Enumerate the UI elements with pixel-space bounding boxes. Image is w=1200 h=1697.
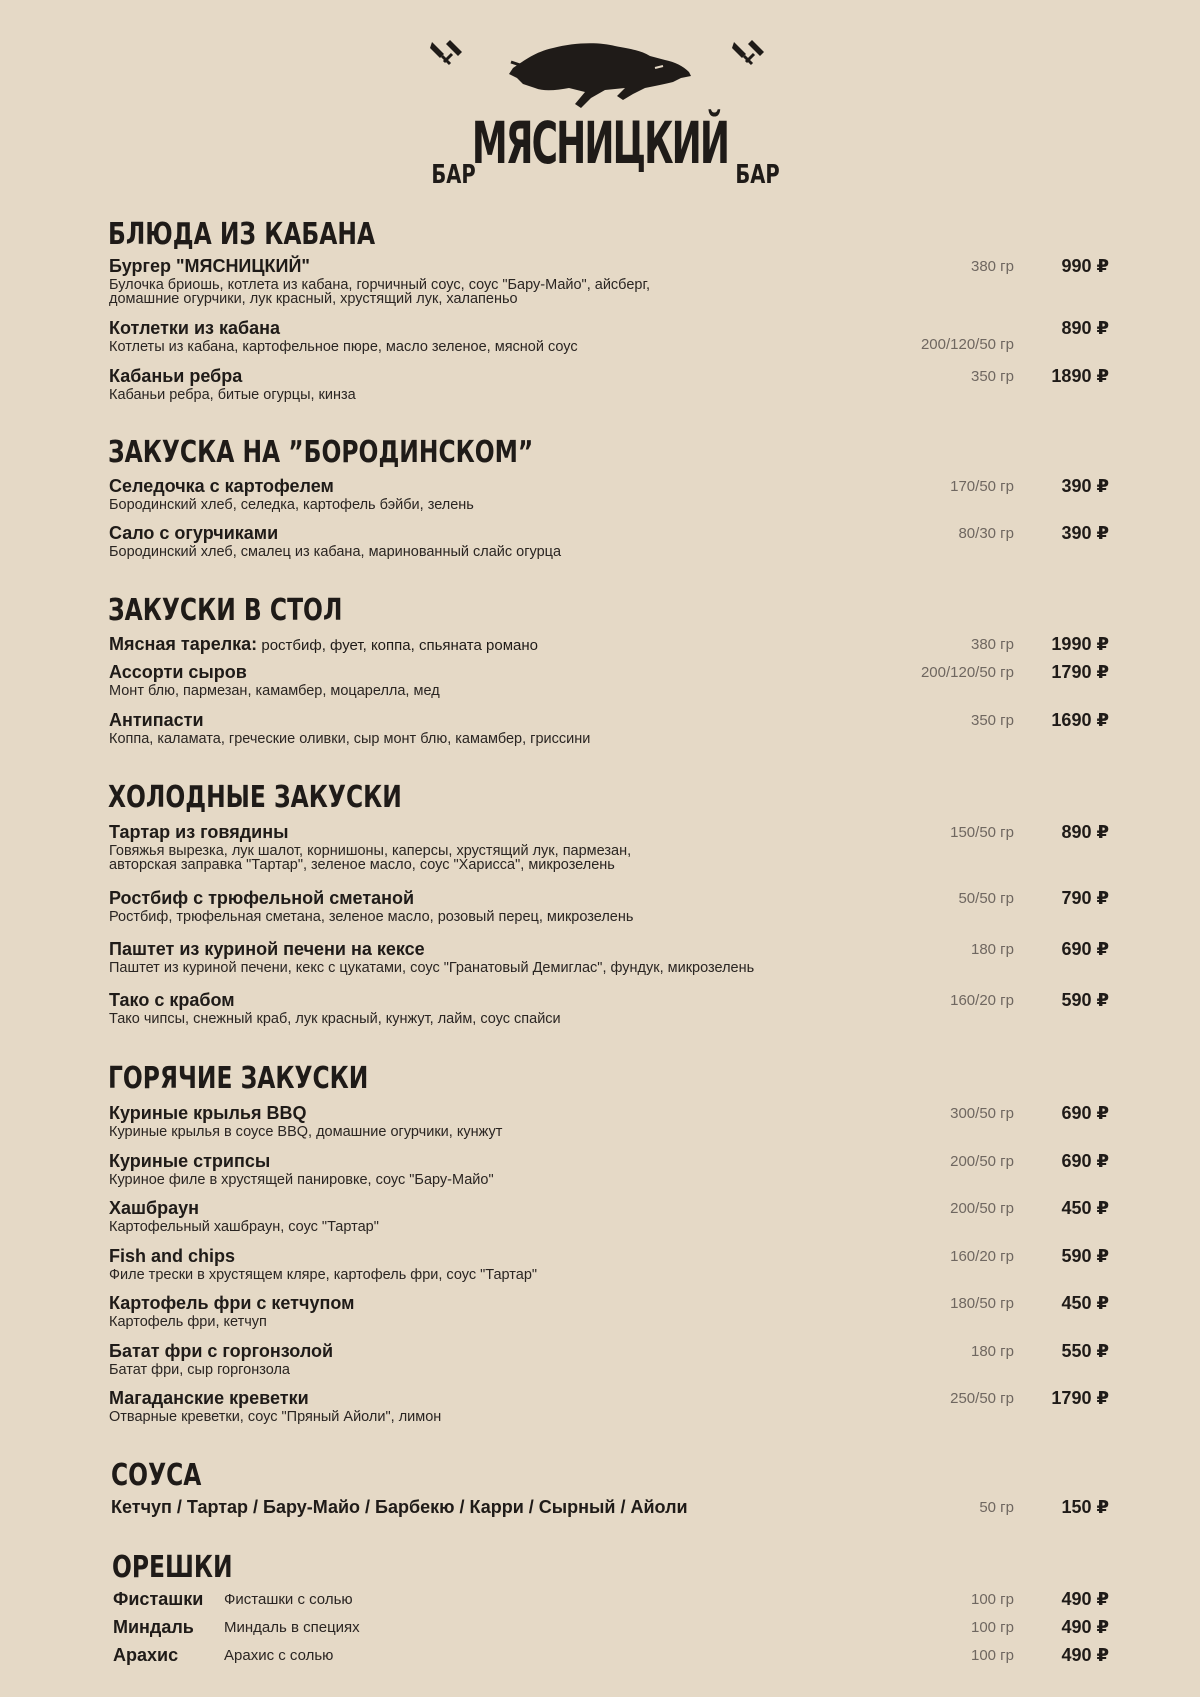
item-weight: 250/50 гр [950,1390,1014,1407]
item-name: Тако с крабом [109,990,235,1010]
item-price: 790 ₽ [1061,888,1109,908]
menu-item [113,1617,1109,1637]
item-desc [109,844,1109,872]
item-desc: Кабаньи ребра, битые огурцы, кинза [109,387,356,403]
item-price: 890 ₽ [1061,318,1109,338]
cleaver-icon [732,38,766,68]
item-desc-line: авторская заправка "Тартар", зеленое масло, соус "Харисса", микрозелень [109,857,615,873]
menu-item [109,256,1109,306]
item-name: Паштет из куриной печени на кексе [109,939,425,959]
menu-item [109,1246,1109,1282]
menu-item [113,1589,1109,1609]
item-weight: 200/50 гр [950,1153,1014,1170]
logo [0,30,1200,190]
item-price: 390 ₽ [1061,523,1109,543]
item-weight: 200/120/50 гр [920,664,1014,681]
item-desc: Ростбиф, трюфельная сметана, зеленое масло, розовый перец, микрозелень [109,909,634,925]
item-price: 590 ₽ [1061,990,1109,1010]
item-price: 1990 ₽ [1051,634,1109,654]
item-desc: Монт блю, пармезан, камамбер, моцарелла, мед [109,683,440,699]
menu-item [109,318,1109,354]
item-desc: Филе трески в хрустящем кляре, картофель фри, соус "Тартар" [109,1267,538,1283]
item-name: Куриные стрипсы [109,1151,271,1171]
item-name: Котлетки из кабана [109,318,281,338]
item-weight: 160/20 гр [950,1248,1014,1265]
item-price: 390 ₽ [1061,476,1109,496]
item-weight: 160/20 гр [950,992,1014,1009]
item-price: 890 ₽ [1061,822,1109,842]
item-price: 690 ₽ [1061,1103,1109,1123]
item-desc: Бородинский хлеб, селедка, картофель бэйби, зелень [109,497,474,513]
item-name: Сало с огурчиками [109,523,279,543]
menu-item [109,1388,1109,1424]
item-desc: Миндаль в специях [224,1619,360,1636]
item-name: Куриные крылья BBQ [109,1103,307,1123]
item-weight: 350 гр [970,368,1014,385]
menu-item [109,476,1109,512]
menu-item [113,1645,1109,1665]
item-weight: 100 гр [970,1647,1014,1664]
item-weight: 180/50 гр [950,1295,1014,1312]
item-desc-line: Булочка бриошь, котлета из кабана, горчичный соус, соус "Бару-Майо", айсберг, [109,277,650,293]
item-name: Фисташки [113,1589,204,1609]
item-name: Ростбиф с трюфельной сметаной [109,888,415,908]
item-price: 590 ₽ [1061,1246,1109,1266]
menu-item [109,710,1109,746]
item-desc: Паштет из куриной печени, кекс с цукатами, соус "Гранатовый Демиглас", фундук, микрозелень [109,960,755,976]
item-weight: 180 гр [970,941,1014,958]
boar-icon [505,38,695,110]
item-desc [109,278,1109,306]
item-desc-line: Говяжья вырезка, лук шалот, корнишоны, каперсы, хрустящий лук, пармезан, [109,843,632,859]
item-price: 490 ₽ [1061,1617,1109,1637]
item-weight: 300/50 гр [950,1105,1014,1122]
menu-item [109,1103,1109,1139]
section-title: ОРЕШКИ [112,1550,233,1585]
item-weight: 100 гр [970,1619,1014,1636]
item-name: Магаданские креветки [109,1388,309,1408]
item-weight: 50 гр [979,1499,1014,1516]
logo-bar-left: БАР [431,160,476,190]
logo-wordmark: МЯСНИЦКИЙ [471,109,729,177]
section-title: ГОРЯЧИЕ ЗАКУСКИ [108,1061,369,1096]
item-name: Кетчуп / Тартар / Бару-Майо / Барбекю / Карри / Сырный / Айоли [111,1497,688,1517]
item-weight: 200/50 гр [950,1200,1014,1217]
item-desc: Картофель фри, кетчуп [109,1314,267,1330]
item-desc: Котлеты из кабана, картофельное пюре, масло зеленое, мясной соус [109,339,578,355]
item-price: 1790 ₽ [1051,1388,1109,1408]
menu-item [109,1151,1109,1187]
item-price: 450 ₽ [1061,1293,1109,1313]
item-name: Ассорти сыров [109,662,247,682]
item-weight: 100 гр [970,1591,1014,1608]
item-name: Батат фри с горгонзолой [109,1341,334,1361]
item-name: Хашбраун [109,1198,200,1218]
item-desc: Отварные креветки, соус "Пряный Айоли", лимон [109,1409,442,1425]
item-price: 690 ₽ [1061,1151,1109,1171]
item-price: 1890 ₽ [1051,366,1109,386]
item-weight: 150/50 гр [950,824,1014,841]
item-price: 1690 ₽ [1051,710,1109,730]
item-price: 550 ₽ [1061,1341,1109,1361]
item-price: 1790 ₽ [1051,662,1109,682]
item-price: 150 ₽ [1061,1497,1109,1517]
item-name: Арахис [113,1645,179,1665]
item-price: 690 ₽ [1061,939,1109,959]
item-name: Кабаньи ребра [109,366,243,386]
menu-item [109,939,1109,975]
item-name: Антипасти [109,710,204,730]
menu-item [111,1497,1109,1517]
menu-item [109,366,1109,402]
item-name [109,634,1109,656]
item-weight: 380 гр [970,258,1014,275]
item-name: Fish and chips [109,1246,236,1266]
item-desc: Арахис с солью [224,1647,334,1664]
menu-item [109,888,1109,924]
item-name: Бургер "МЯСНИЦКИЙ" [109,256,310,276]
item-desc: Тако чипсы, снежный краб, лук красный, кунжут, лайм, соус спайси [109,1011,561,1027]
item-name: Тартар из говядины [109,822,289,842]
item-weight: 50/50 гр [958,890,1014,907]
item-price: 450 ₽ [1061,1198,1109,1218]
item-price: 490 ₽ [1061,1645,1109,1665]
menu-item [109,990,1109,1026]
menu-item [109,662,1109,698]
item-desc: Коппа, каламата, греческие оливки, сыр монт блю, камамбер, гриссини [109,731,591,747]
item-desc-line: домашние огурчики, лук красный, хрустящий лук, халапеньо [109,291,518,307]
item-name: Миндаль [113,1617,194,1637]
item-price: 990 ₽ [1061,256,1109,276]
item-weight: 350 гр [970,712,1014,729]
item-desc: Бородинский хлеб, смалец из кабана, маринованный слайс огурца [109,544,562,560]
item-weight: 170/50 гр [950,478,1014,495]
section-title: БЛЮДА ИЗ КАБАНА [108,217,376,252]
menu-item [109,1293,1109,1329]
cleaver-icon [430,38,464,68]
item-desc: Фисташки с солью [224,1591,353,1608]
item-desc: Куриные крылья в соусе BBQ, домашние огурчики, кунжут [109,1124,503,1140]
item-weight: 80/30 гр [958,525,1014,542]
item-name-label: Мясная тарелка: [109,634,258,654]
menu-item [109,634,1109,656]
item-desc: Картофельный хашбраун, соус "Тартар" [109,1219,379,1235]
item-name: Картофель фри с кетчупом [109,1293,355,1313]
menu-item [109,822,1109,872]
menu-item [109,523,1109,559]
menu-item [109,1198,1109,1234]
item-inline-desc: ростбиф, фует, коппа, спьяната романо [257,637,538,654]
item-name: Селедочка с картофелем [109,476,334,496]
logo-bar-right: БАР [735,160,780,190]
section-title: ЗАКУСКА НА ”БОРОДИНСКОМ” [108,435,534,470]
section-title: СОУСА [111,1458,202,1493]
item-desc: Батат фри, сыр горгонзола [109,1362,290,1378]
item-desc: Куриное филе в хрустящей панировке, соус "Бару-Майо" [109,1172,494,1188]
section-title: ХОЛОДНЫЕ ЗАКУСКИ [108,780,402,815]
item-price: 490 ₽ [1061,1589,1109,1609]
section-title: ЗАКУСКИ В СТОЛ [108,593,343,628]
item-weight: 200/120/50 гр [920,336,1014,353]
item-weight: 380 гр [970,636,1014,653]
item-weight: 180 гр [970,1343,1014,1360]
menu-item [109,1341,1109,1377]
